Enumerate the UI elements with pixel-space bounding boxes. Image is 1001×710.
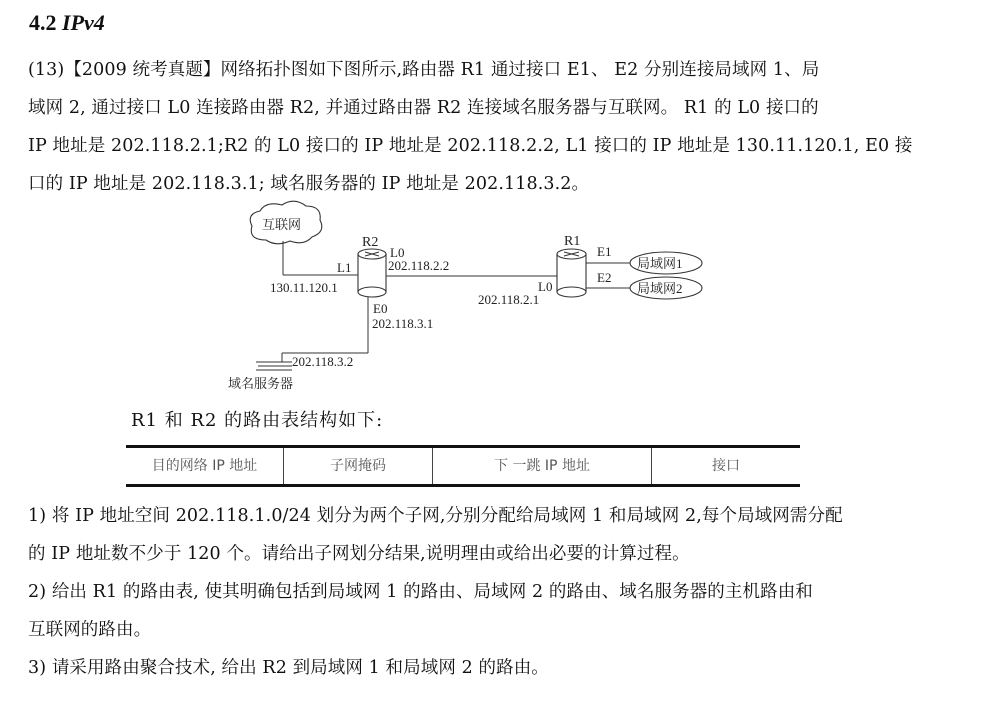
lan1-label: 局域网1	[637, 256, 683, 271]
problem-line: 域网 2, 通过接口 L0 连接路由器 R2, 并通过路由器 R2 连接域名服务器与互联网。 R1 的 L0 接口的	[28, 98, 819, 118]
question-line: 的 IP 地址数不少于 120 个。请给出子网划分结果,说明理由或给出必要的计算过程。	[28, 544, 690, 564]
router-r1-label: R1	[564, 234, 581, 249]
r1-l0-ip: 202.118.2.1	[478, 292, 540, 307]
lan2-label: 局域网2	[637, 281, 683, 296]
r1-l0-label: L0	[538, 279, 553, 294]
r2-l0-label: L0	[390, 245, 405, 260]
question-line: 2) 给出 R1 的路由表, 使其明确包括到局域网 1 的路由、局域网 2 的路由、域名服务器的主机路由和	[28, 582, 813, 602]
routing-table-header	[126, 445, 800, 487]
r2-e0-label: E0	[373, 301, 388, 316]
problem-line: (13)【2009 统考真题】网络拓扑图如下图所示,路由器 R1 通过接口 E1、 E2 分别连接局域网 1、局	[28, 60, 820, 80]
r1-e2-label: E2	[597, 270, 612, 285]
question-line: 1) 将 IP 地址空间 202.118.1.0/24 划分为两个子网,分别分配给局域网 1 和局域网 2,每个局域网需分配	[28, 506, 843, 526]
dns-label: 域名服务器	[228, 376, 294, 391]
question-line: 3) 请采用路由聚合技术, 给出 R2 到局域网 1 和局域网 2 的路由。	[28, 658, 549, 678]
router-r2-label: R2	[362, 235, 379, 250]
table-header-cell: 目的网络 IP 地址	[151, 458, 258, 474]
section-number: 4.2	[29, 10, 57, 35]
internet-label: 互联网	[262, 217, 302, 232]
router-r2-icon	[358, 249, 386, 297]
table-caption: R1 和 R2 的路由表结构如下:	[131, 410, 384, 431]
question-line: 互联网的路由。	[28, 620, 152, 640]
section-title: IPv4	[62, 10, 105, 35]
table-header-cell: 下 一跳 IP 地址	[432, 448, 651, 484]
r2-l1-ip: 130.11.120.1	[270, 280, 338, 295]
r2-l0-ip: 202.118.2.2	[388, 258, 450, 273]
router-r1-icon	[557, 249, 586, 297]
problem-line: 口的 IP 地址是 202.118.3.1; 域名服务器的 IP 地址是 202.118.3.2。	[28, 174, 590, 194]
problem-line: IP 地址是 202.118.2.1;R2 的 L0 接口的 IP 地址是 202.118.2.2, L1 接口的 IP 地址是 130.11.120.1, E0 接	[28, 136, 913, 156]
dns-server-icon	[256, 362, 292, 370]
dns-ip: 202.118.3.2	[292, 354, 354, 369]
table-header-cell: 接口	[651, 448, 800, 484]
table-header-cell: 子网掩码	[283, 448, 432, 484]
r2-l1-label: L1	[337, 260, 352, 275]
r2-e0-ip: 202.118.3.1	[372, 316, 434, 331]
r1-e1-label: E1	[597, 244, 612, 259]
